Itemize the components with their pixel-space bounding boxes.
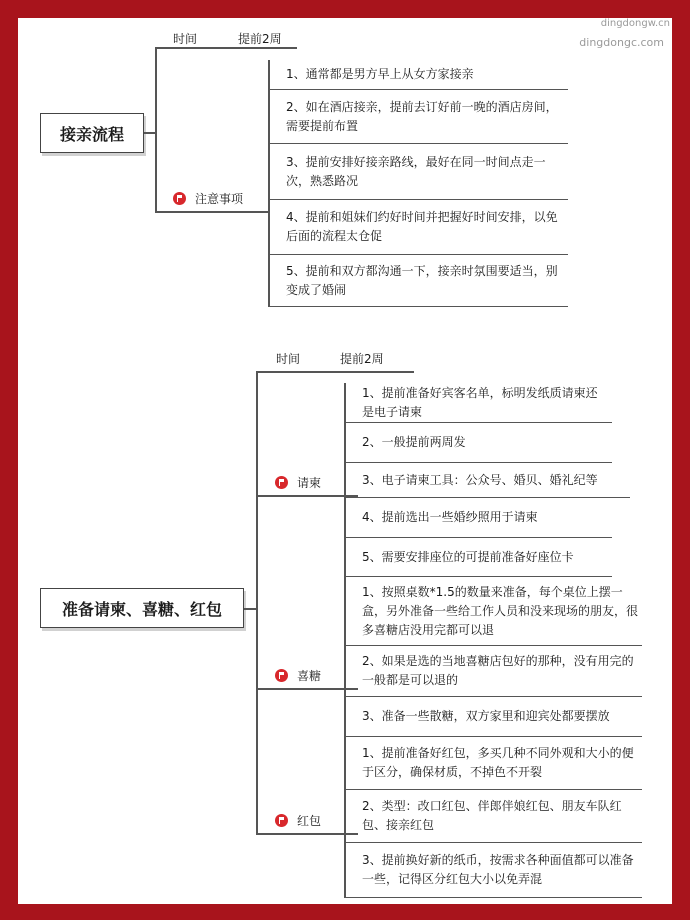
connector <box>155 47 157 212</box>
connector <box>256 371 258 834</box>
list-item: 1、提前准备好红包，多买几种不同外观和大小的便于区分，确保材质，不掉色不开裂 <box>344 737 642 790</box>
root-node-pickup-process <box>40 113 144 153</box>
list-item: 2、如在酒店接亲，提前去订好前一晚的酒店房间，需要提前布置 <box>268 90 568 144</box>
list-item: 3、提前换好新的纸币，按需求各种面值都可以准备一些，记得区分红包大小以免弄混 <box>344 843 642 898</box>
watermark-2: dingdongc.com <box>579 36 664 49</box>
branch-red-envelopes <box>275 812 321 829</box>
list-item: 5、提前和双方都沟通一下，接亲时氛围要适当，别变成了婚闹 <box>268 255 568 307</box>
branch-candy <box>275 667 321 684</box>
connector <box>155 47 297 49</box>
flag-icon <box>173 192 186 205</box>
list-item: 4、提前选出一些婚纱照用于请柬 <box>344 498 612 538</box>
branch-label: 请柬 <box>297 476 322 490</box>
branch-invitations <box>275 474 321 491</box>
list-item: 3、提前安排好接亲路线，最好在同一时间点走一次，熟悉路况 <box>268 144 568 200</box>
list-item: 4、提前和姐妹们约好时间并把握好时间安排，以免后面的流程太仓促 <box>268 200 568 255</box>
branch-label: 喜糖 <box>297 669 322 683</box>
connector <box>256 495 358 497</box>
mindmap-sheet <box>18 18 672 904</box>
time-label: 时间 <box>173 32 198 46</box>
time-value: 提前2周 <box>340 352 384 366</box>
list-item: 1、按照桌数*1.5的数量来准备，每个桌位上摆一盒，另外准备一些给工作人员和没来现场的朋友，很多喜糖店没用完都可以退 <box>344 577 642 646</box>
root-title: 准备请柬、喜糖、红包 <box>61 599 222 619</box>
branch-label: 注意事项 <box>195 192 244 206</box>
root-node-invitations-candy-envelopes <box>40 588 244 628</box>
branch-notes <box>173 190 243 207</box>
time-value: 提前2周 <box>238 32 282 46</box>
root-title: 接亲流程 <box>59 124 124 144</box>
list-item: 2、类型：改口红包、伴郎伴娘红包、朋友车队红包、接亲红包 <box>344 790 642 843</box>
branch-label: 红包 <box>297 814 322 828</box>
connector <box>256 833 358 835</box>
connector <box>155 211 268 213</box>
watermark-1: dingdongw.cn <box>600 18 670 29</box>
connector <box>144 132 155 134</box>
connector <box>244 608 256 610</box>
list-item: 3、准备一些散糖，双方家里和迎宾处都要摆放 <box>344 697 642 737</box>
list-item: 3、电子请柬工具：公众号、婚贝、婚礼纪等 <box>344 463 630 498</box>
connector <box>256 371 414 373</box>
list-item: 5、需要安排座位的可提前准备好座位卡 <box>344 538 612 577</box>
list-item: 1、通常都是男方早上从女方家接亲 <box>268 60 568 90</box>
list-item: 1、提前准备好宾客名单，标明发纸质请柬还是电子请柬 <box>344 383 612 423</box>
flag-icon <box>275 669 288 682</box>
flag-icon <box>275 814 288 827</box>
list-item: 2、如果是选的当地喜糖店包好的那种，没有用完的一般都是可以退的 <box>344 646 642 697</box>
time-label: 时间 <box>276 352 301 366</box>
list-item: 2、一般提前两周发 <box>344 423 612 463</box>
flag-icon <box>275 476 288 489</box>
connector <box>256 688 358 690</box>
